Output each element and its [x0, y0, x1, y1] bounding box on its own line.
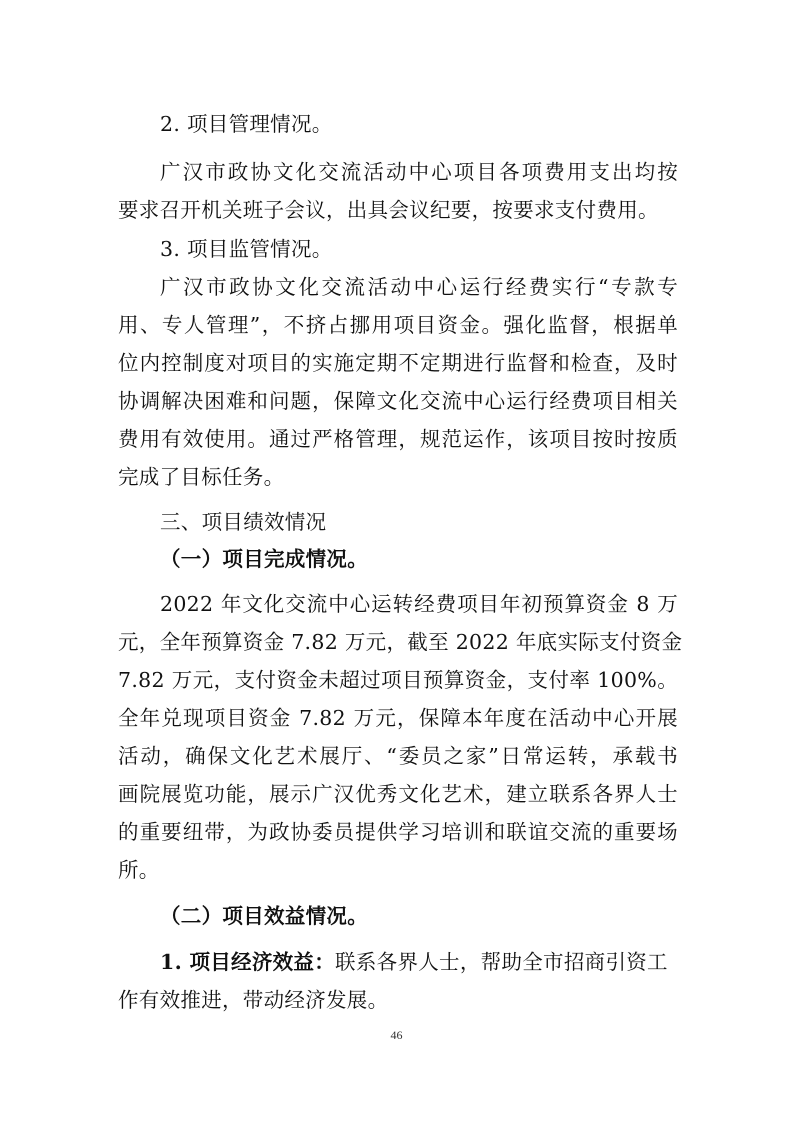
economic-benefit-label: 1. 项目经济效益：	[160, 950, 336, 974]
paragraph-line: 协调解决困难和问题，保障文化交流中心运行经费项目相关	[118, 389, 678, 413]
paragraph-line: 所。	[118, 858, 160, 882]
paragraph-line: 费用有效使用。通过严格管理，规范运作，该项目按时按质	[118, 427, 678, 451]
paragraph-line: 画院展览功能，展示广汉优秀文化艺术，建立联系各界人士	[118, 782, 678, 806]
paragraph-line: 活动，确保文化艺术展厅、“委员之家”日常运转，承载书	[118, 744, 678, 768]
paragraph-line: 要求召开机关班子会议，出具会议纪要，按要求支付费用。	[118, 198, 659, 222]
paragraph-line: 广汉市政协文化交流活动中心项目各项费用支出均按	[160, 160, 678, 184]
paragraph-line: 作有效推进，带动经济发展。	[118, 988, 389, 1012]
paragraph-line: 全年兑现项目资金 7.82 万元，保障本年度在活动中心开展	[118, 706, 678, 730]
part-3-heading: 三、项目绩效情况	[160, 510, 327, 534]
economic-benefit-line	[160, 948, 678, 976]
section-2-heading: 2. 项目管理情况。	[160, 112, 333, 136]
paragraph-line: 2022 年文化交流中心运转经费项目年初预算资金 8 万	[160, 592, 678, 616]
subsection-2-heading: （二）项目效益情况。	[160, 904, 368, 928]
paragraph-line: 广汉市政协文化交流活动中心运行经费实行“专款专	[160, 275, 678, 299]
section-3-heading: 3. 项目监管情况。	[160, 237, 333, 261]
paragraph-line: 位内控制度对项目的实施定期不定期进行监督和检查，及时	[118, 351, 678, 375]
paragraph-line: 7.82 万元，支付资金未超过项目预算资金，支付率 100%。	[118, 668, 678, 692]
paragraph-line: 元，全年预算资金 7.82 万元，截至 2022 年底实际支付资金	[118, 630, 683, 654]
subsection-1-heading: （一）项目完成情况。	[160, 547, 368, 571]
paragraph-line: 的重要纽带，为政协委员提供学习培训和联谊交流的重要场	[118, 820, 678, 844]
paragraph-line: 用、专人管理”，不挤占挪用项目资金。强化监督，根据单	[118, 313, 678, 337]
economic-benefit-text: 联系各界人士，帮助全市招商引资工	[335, 950, 668, 974]
page-number: 46	[390, 1028, 403, 1042]
paragraph-line: 完成了目标任务。	[118, 465, 285, 489]
